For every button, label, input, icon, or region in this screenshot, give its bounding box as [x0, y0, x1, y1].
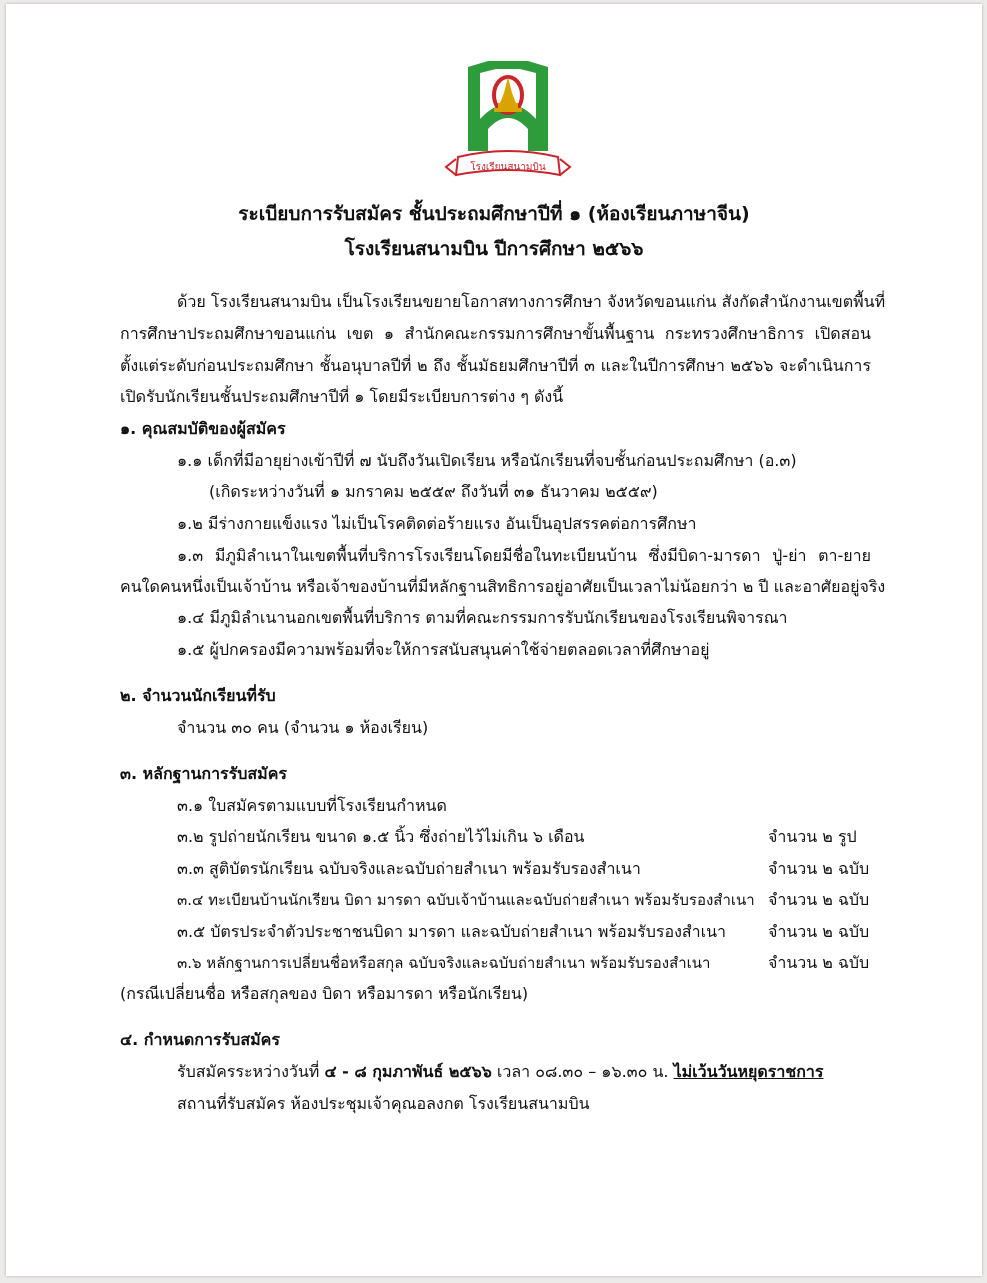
holiday-note: ไม่เว้นวันหยุดราชการ: [673, 1062, 824, 1081]
dates-time: เวลา ๐๘.๓๐ – ๑๖.๓๐ น.: [491, 1062, 674, 1081]
page-title: ระเบียบการรับสมัคร ชั้นประถมศึกษาปีที่ ๑ (ห้องเรียนภาษาจีน): [238, 203, 750, 225]
section-4-heading: ๔. กำหนดการรับสมัคร: [120, 1030, 280, 1049]
intro-line: ตั้งแต่ระดับก่อนประถมศึกษา ชั้นอนุบาลปีที่ ๒ ถึง ชั้นมัธยมศึกษาปีที่ ๓ และในปีการศึกษา ๒๕๖๖ จะดำเนินการ: [120, 356, 871, 375]
section-3-note: (กรณีเปลี่ยนชื่อ หรือสกุลของ บิดา หรือมารดา หรือนักเรียน): [120, 984, 529, 1003]
intro-line: การศึกษาประถมศึกษาขอนแก่น เขต ๑ สำนักคณะกรรมการศึกษาขั้นพื้นฐาน กระทรวงศึกษาธิการ เปิดสอน: [120, 324, 871, 343]
section-3-item: ๓.๔ ทะเบียนบ้านนักเรียน บิดา มารดา ฉบับเจ้าบ้านและฉบับถ่ายสำเนา พร้อมรับรองสำเนา: [177, 891, 755, 909]
registration-place: สถานที่รับสมัคร ห้องประชุมเจ้าคุณอลงกต โรงเรียนสนามบิน: [177, 1094, 590, 1113]
intro-line: ด้วย โรงเรียนสนามบิน เป็นโรงเรียนขยายโอกาสทางการศึกษา จังหวัดขอนแก่น สังกัดสำนักงานเขตพื้นที่: [177, 292, 886, 311]
section-1-item: ๑.๒ มีร่างกายแข็งแรง ไม่เป็นโรคติดต่อร้ายแรง อันเป็นอุปสรรคต่อการศึกษา: [177, 514, 697, 533]
school-logo: [438, 59, 578, 183]
section-3-qty: จำนวน ๒ ฉบับ: [768, 890, 870, 909]
dates-prefix: รับสมัครระหว่างวันที่: [177, 1062, 325, 1081]
section-1-item: คนใดคนหนึ่งเป็นเจ้าบ้าน หรือเจ้าของบ้านที่มีหลักฐานสิทธิการอยู่อาศัยเป็นเวลาไม่น้อยกว่า ๒ ปี และอาศัยอยู่จริง: [120, 577, 886, 596]
section-3-heading: ๓. หลักฐานการรับสมัคร: [120, 764, 287, 783]
section-3-item: ๓.๖ หลักฐานการเปลี่ยนชื่อหรือสกุล ฉบับจริงและฉบับถ่ายสำเนา พร้อมรับรองสำเนา: [177, 954, 711, 972]
section-3-qty: จำนวน ๒ ฉบับ: [768, 953, 870, 972]
section-2-heading: ๒. จำนวนนักเรียนที่รับ: [120, 686, 276, 705]
section-3-item: ๓.๑ ใบสมัครตามแบบที่โรงเรียนกำหนด: [177, 796, 447, 815]
school-emblem-icon: [438, 59, 578, 183]
section-1-item: ๑.๕ ผู้ปกครองมีความพร้อมที่จะให้การสนับสนุนค่าใช้จ่ายตลอดเวลาที่ศึกษาอยู่: [177, 640, 710, 659]
section-3-item: ๓.๕ บัตรประจำตัวประชาชนบิดา มารดา และฉบับถ่ายสำเนา พร้อมรับรองสำเนา: [177, 922, 727, 941]
intro-line: เปิดรับนักเรียนชั้นประถมศึกษาปีที่ ๑ โดยมีระเบียบการต่าง ๆ ดังนี้: [120, 387, 564, 406]
section-1-item: (เกิดระหว่างวันที่ ๑ มกราคม ๒๕๕๙ ถึงวันที่ ๓๑ ธันวาคม ๒๕๕๙): [209, 482, 658, 501]
section-1-item: ๑.๑ เด็กที่มีอายุย่างเข้าปีที่ ๗ นับถึงวันเปิดเรียน หรือนักเรียนที่จบชั้นก่อนประถมศึกษา (อ.๓): [177, 451, 797, 470]
section-3-qty: จำนวน ๒ รูป: [768, 827, 857, 846]
registration-dates: [177, 1062, 824, 1082]
section-3-qty: จำนวน ๒ ฉบับ: [768, 859, 870, 878]
dates-range: ๔ - ๘ กุมภาพันธ์ ๒๕๖๖: [324, 1062, 492, 1081]
logo-label: โรงเรียนสนามบิน: [470, 162, 546, 173]
document-page: [6, 4, 982, 1276]
section-1-heading: ๑. คุณสมบัติของผู้สมัคร: [120, 419, 286, 438]
section-1-item: ๑.๓ มีภูมิลำเนาในเขตพื้นที่บริการโรงเรียนโดยมีชื่อในทะเบียนบ้าน ซึ่งมีบิดา-มารดา ปู่-ย่า ตา-ยาย: [177, 546, 871, 565]
page-subtitle: โรงเรียนสนามบิน ปีการศึกษา ๒๕๖๖: [344, 238, 644, 260]
section-3-item: ๓.๓ สูติบัตรนักเรียน ฉบับจริงและฉบับถ่ายสำเนา พร้อมรับรองสำเนา: [177, 859, 641, 878]
section-3-qty: จำนวน ๒ ฉบับ: [768, 922, 870, 941]
section-2-text: จำนวน ๓๐ คน (จำนวน ๑ ห้องเรียน): [177, 718, 429, 737]
section-1-item: ๑.๔ มีภูมิลำเนานอกเขตพื้นที่บริการ ตามที่คณะกรรมการรับนักเรียนของโรงเรียนพิจารณา: [177, 608, 788, 627]
section-3-item: ๓.๒ รูปถ่ายนักเรียน ขนาด ๑.๕ นิ้ว ซึ่งถ่ายไว้ไม่เกิน ๖ เดือน: [177, 827, 585, 846]
